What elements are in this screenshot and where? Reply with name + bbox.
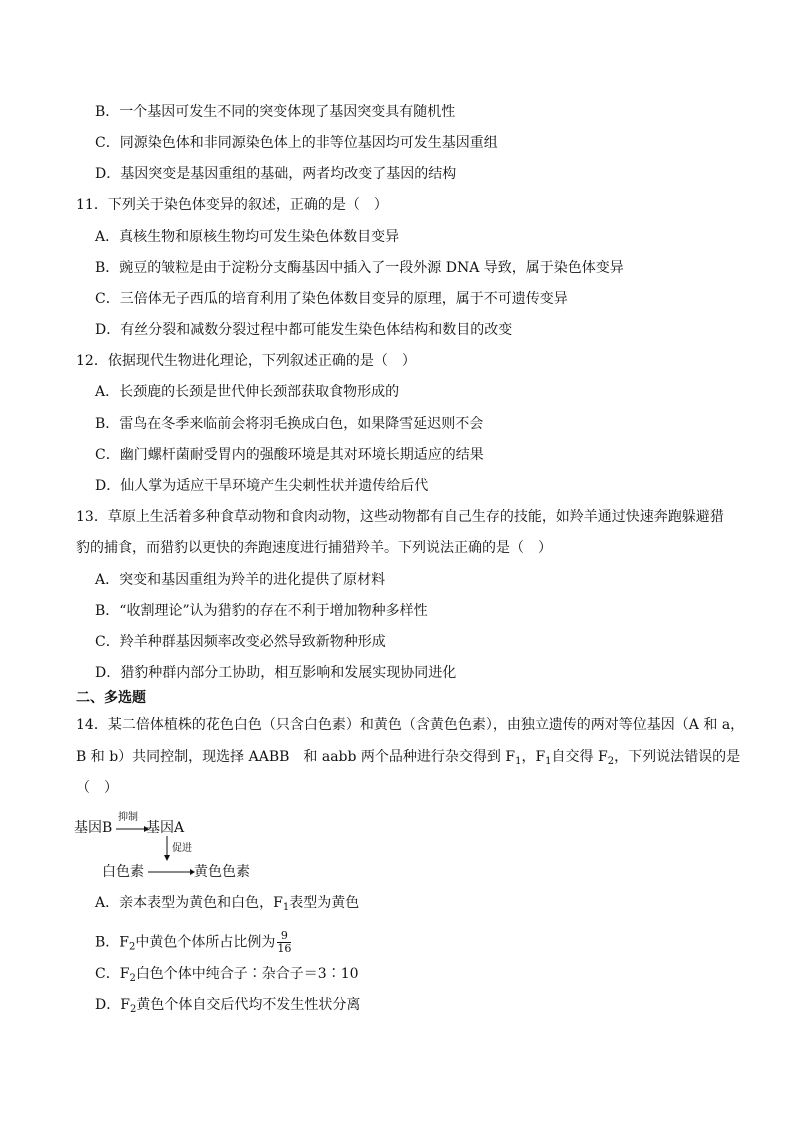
q13-stem-line2: 豹的捕食，而猎豹以更快的奔跑速度进行捕猎羚羊。下列说法正确的是（ ） [76, 540, 552, 556]
q10-option-b: B．一个基因可发生不同的突变体现了基因突变具有随机性 [95, 104, 456, 120]
section-heading-multiple-choice: 二、多选题 [76, 690, 146, 706]
yellow-pigment-label: 黄色色素 [194, 864, 250, 880]
q11-option-d: D．有丝分裂和减数分裂过程中都可能发生染色体结构和数目的改变 [95, 322, 513, 338]
promote-label: 促进 [172, 843, 192, 854]
q13-option-d: D．猎豹种群内部分工协助，相互影响和发展实现协同进化 [95, 665, 457, 681]
gene-regulation-diagram [74, 812, 274, 884]
q14-option-c: C．$F_2$白色个体中纯合子∶杂合子＝3∶10 [95, 966, 359, 984]
q12-stem: 12．依据现代生物进化理论，下列叙述正确的是（ ） [76, 353, 416, 369]
gene-b-label: 基因B [74, 820, 113, 836]
q10-option-d: D．基因突变是基因重组的基础，两者均改变了基因的结构 [95, 166, 457, 182]
inhibit-label: 抑制 [118, 812, 138, 823]
q12-option-a: A．长颈鹿的长颈是世代伸长颈部获取食物形成的 [95, 384, 400, 400]
q14-stem-line3: （ ） [76, 780, 118, 796]
gene-a-label: 基因A [146, 820, 185, 836]
q12-option-c: C．幽门螺杆菌耐受胃内的强酸环境是其对环境长期适应的结果 [95, 447, 484, 463]
q13-option-c: C．羚羊种群基因频率改变必然导致新物种形成 [95, 634, 386, 650]
q14-option-a: A．亲本表型为黄色和白色，$F_1$表型为黄色 [95, 895, 360, 913]
white-pigment-label: 白色素 [102, 864, 144, 880]
q10-option-c: C．同源染色体和非同源染色体上的非等位基因均可发生基因重组 [95, 135, 498, 151]
q11-option-b: B．豌豆的皱粒是由于淀粉分支酶基因中插入了一段外源 DNA 导致，属于染色体变异 [95, 260, 624, 276]
q11-option-a: A．真核生物和原核生物均可发生染色体数目变异 [95, 229, 400, 245]
q12-option-b: B．雷鸟在冬季来临前会将羽毛换成白色，如果降雪延迟则不会 [95, 416, 484, 432]
q14-stem-line2: B 和 b）共同控制，现选择 AABB 和 aabb 两个品种进行杂交得到 $F_1$，$F_1$自交得 $F_2$，下列说法错误的是 [76, 749, 741, 767]
q13-option-b: B．“收割理论”认为猎豹的存在不利于增加物种多样性 [95, 603, 428, 619]
fraction-nine-sixteenths: $\frac{9}{16}$ [277, 929, 292, 955]
q12-option-d: D．仙人掌为适应干旱环境产生尖刺性状并遗传给后代 [95, 478, 429, 494]
promote-arrow [162, 836, 172, 862]
q14-option-b: B．$F_2$中黄色个体所占比例为 $\frac{9}{16}$ [95, 929, 292, 955]
q14-option-d: D．$F_2$黄色个体自交后代均不发生性状分离 [95, 997, 361, 1015]
inhibit-arrow [114, 824, 150, 834]
q11-stem: 11．下列关于染色体变异的叙述，正确的是（ ） [76, 197, 388, 213]
q14-stem-line1: 14．某二倍体植株的花色白色（只含白色素）和黄色（含黄色色素），由独立遗传的两对等位基因（A 和 a， [76, 717, 745, 733]
q13-option-a: A．突变和基因重组为羚羊的进化提供了原材料 [95, 572, 386, 588]
q13-stem-line1: 13．草原上生活着多种食草动物和食肉动物，这些动物都有自己生存的技能，如羚羊通过快速奔跑躲避猎 [76, 509, 724, 525]
q11-option-c: C．三倍体无子西瓜的培育利用了染色体数目变异的原理，属于不可遗传变异 [95, 291, 568, 307]
conversion-arrow [146, 867, 196, 877]
